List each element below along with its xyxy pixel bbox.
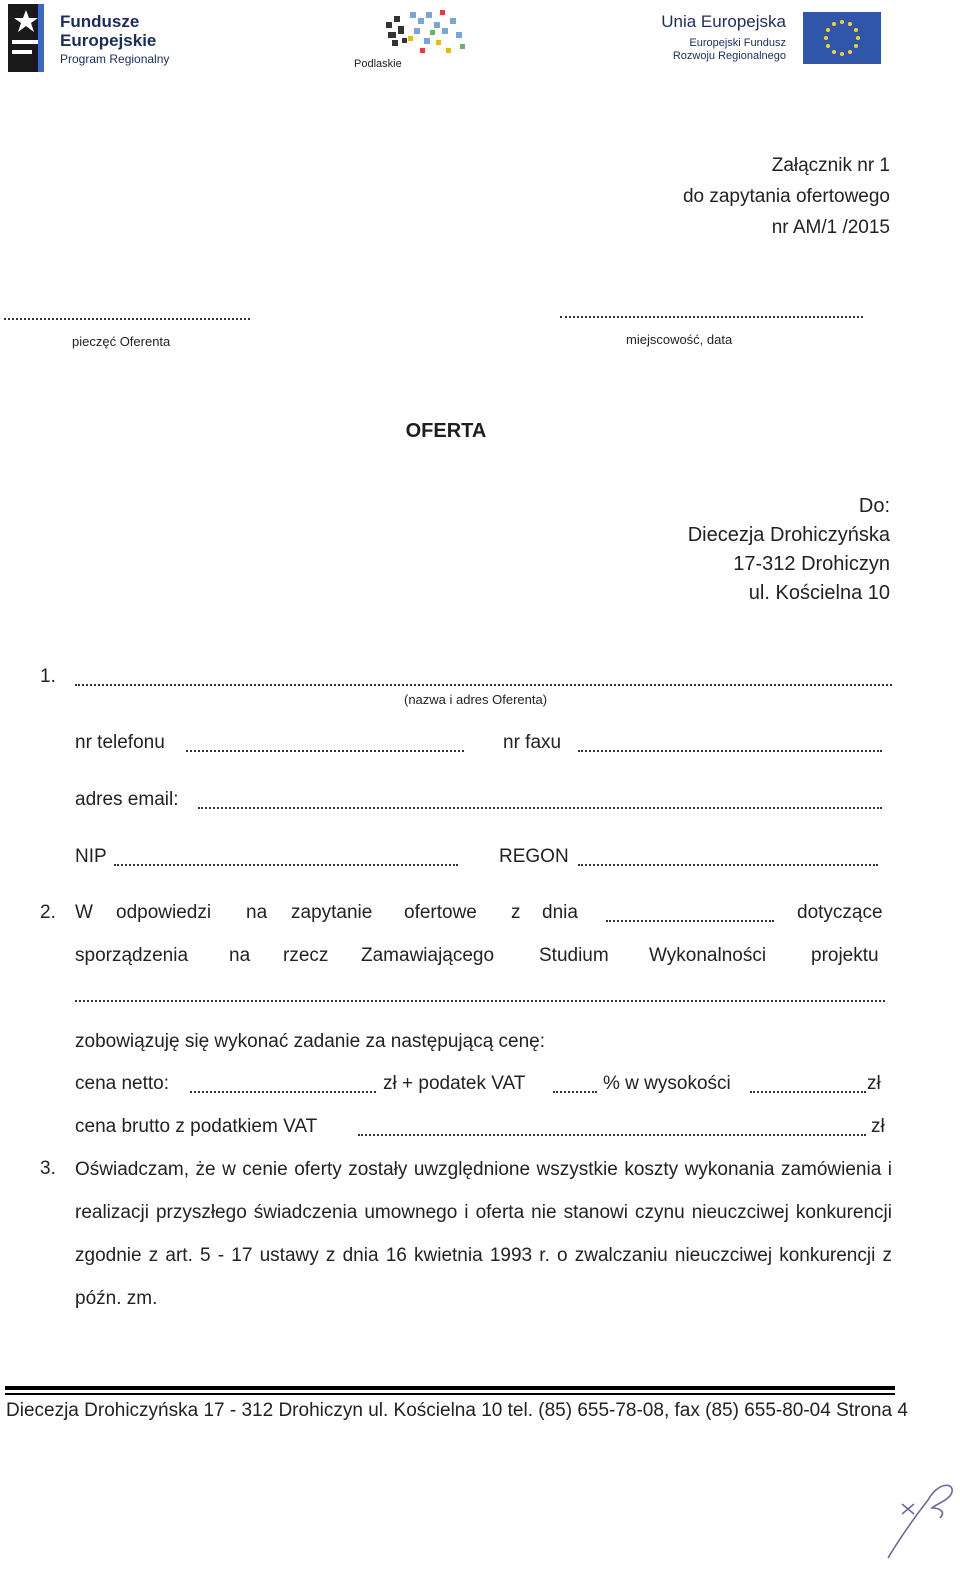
s2-line1-word-3: na: [246, 902, 268, 923]
fundusze-europejskie-title: [60, 12, 156, 50]
annex-reference: [560, 150, 890, 243]
gross-price-label: cena brutto z podatkiem VAT: [75, 1116, 318, 1137]
section-2-number: 2.: [40, 902, 56, 923]
offeror-name-dotted-line: [75, 684, 892, 686]
offer-title: OFERTA: [405, 420, 487, 442]
footer-rule: [5, 1386, 895, 1390]
efrr-line1: Europejski Fundusz: [689, 37, 786, 49]
s2-line2-word-1: sporządzenia: [75, 945, 189, 966]
phone-dotted-line: [186, 750, 464, 752]
footer-rule-thin: [5, 1393, 895, 1395]
stamp-label: pieczęć Oferenta: [72, 334, 171, 349]
s2-line2-word-7: projektu: [811, 945, 879, 966]
footer-contact: Diecezja Drohiczyńska 17 - 312 Drohiczyn ul. Kościelna 10 tel. (85) 655-78-08, fax (85) 655-80-04 Strona 4: [6, 1400, 908, 1421]
fe-title-line1: Fundusze: [60, 12, 140, 31]
s2-line2-word-2: na: [229, 945, 251, 966]
phone-label: nr telefonu: [75, 732, 165, 753]
vat-amount-currency: zł: [867, 1073, 881, 1094]
s2-line1-word-1: W: [75, 902, 93, 923]
declaration-paragraph: Oświadczam, że w cenie oferty zostały uwzględnione wszystkie koszty wykonania zamówienia i realizacji przyszłego świadczenia umownego i oferta nie stanowi czynu nieuczciwej konkurencji zgodnie z art. 5 - 17 ustawy z dnia 16 kwietnia 1993 r. o zwalczaniu nieuczciwej konkurencji z późn. zm.: [75, 1159, 892, 1309]
program-regionalny-label: Program Regionalny: [60, 52, 170, 66]
s2-line2-word-6: Wykonalności: [649, 945, 767, 966]
net-price-label: cena netto:: [75, 1073, 170, 1094]
efrr-subtitle: [600, 37, 786, 63]
stamp-dotted-line: [4, 318, 250, 320]
percent-amount-text: % w wysokości: [603, 1073, 731, 1094]
regon-label: REGON: [499, 846, 569, 867]
recipient-to: Do:: [858, 495, 890, 517]
vat-text: zł + podatek VAT: [383, 1073, 526, 1094]
s2-line2-word-4: Zamawiającego: [361, 945, 495, 966]
nip-dotted-line: [114, 864, 458, 866]
section-3-number: 3.: [40, 1158, 56, 1179]
fax-dotted-line: [578, 750, 882, 752]
s2-line1-word-5: ofertowe: [404, 902, 477, 923]
podlaskie-label: Podlaskie: [354, 58, 402, 70]
fe-title-line2: Europejskie: [60, 31, 157, 50]
s2-line2-word-5: Studium: [539, 945, 609, 966]
fax-label: nr faxu: [503, 732, 562, 753]
offeror-name-caption: (nazwa i adres Oferenta): [404, 692, 548, 707]
fundusze-europejskie-logo-icon: [8, 4, 44, 72]
annex-line3: nr AM/1 /2015: [771, 217, 890, 238]
s2-line1-concerning: dotyczące: [797, 902, 883, 923]
s2-line1-word-4: zapytanie: [291, 902, 373, 923]
eu-flag-icon: [803, 12, 881, 64]
handwritten-initials-icon: [880, 1478, 960, 1562]
section-1-number: 1.: [40, 666, 56, 687]
gross-price-currency: zł: [871, 1116, 885, 1137]
efrr-line2: Rozwoju Regionalnego: [672, 50, 786, 62]
place-date-dotted-line: [560, 316, 863, 318]
recipient-city: 17-312 Drohiczyn: [733, 553, 890, 575]
project-name-dotted-line: [75, 1000, 885, 1002]
recipient-name: Diecezja Drohiczyńska: [687, 524, 890, 546]
s2-line1-word-2: odpowiedzi: [116, 902, 212, 923]
commitment-text: zobowiązuję się wykonać zadanie za następującą cenę:: [75, 1031, 546, 1052]
s2-line1-word-7: dnia: [542, 902, 578, 923]
s2-line1-word-6: z: [511, 902, 521, 923]
net-price-dotted-line: [190, 1091, 376, 1093]
nip-label: NIP: [75, 846, 107, 867]
regon-dotted-line: [578, 864, 878, 866]
unia-europejska-title: Unia Europejska: [661, 12, 786, 31]
recipient-address: [560, 492, 890, 608]
vat-rate-dotted-line: [553, 1091, 597, 1093]
s2-line2-word-3: rzecz: [283, 945, 329, 966]
email-dotted-line: [198, 807, 882, 809]
email-label: adres email:: [75, 789, 179, 810]
recipient-street: ul. Kościelna 10: [748, 582, 890, 604]
place-date-label: miejscowość, data: [626, 332, 733, 347]
vat-amount-dotted-line: [750, 1091, 866, 1093]
gross-price-dotted-line: [358, 1134, 866, 1136]
annex-line2: do zapytania ofertowego: [682, 186, 890, 207]
inquiry-date-dotted-line: [606, 920, 774, 922]
annex-line1: Załącznik nr 1: [771, 155, 890, 176]
